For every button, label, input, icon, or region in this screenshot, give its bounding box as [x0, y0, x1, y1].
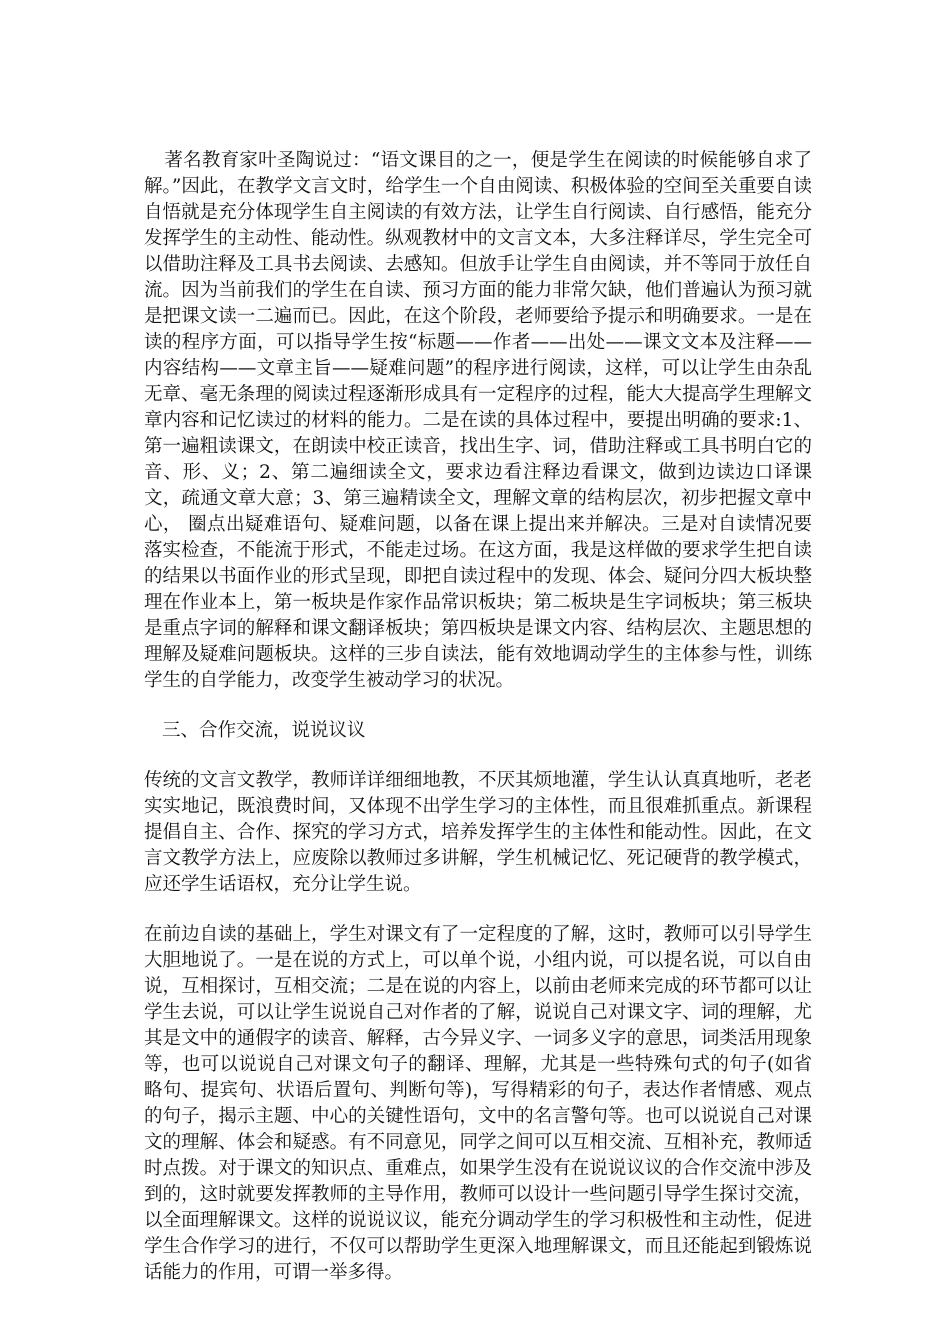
paragraph-self-reading: 著名教育家叶圣陶说过：“语文课目的之一，便是学生在阅读的时候能够自求了解。”因此，在教学文言文时，给学生一个自由阅读、积极体验的空间至关重要自读自悟就是充分体现学生自主阅读的有效方法，让学生自行阅读、自行感悟，能充分发挥学生的主动性、能动性。纵观教材中的文言文本，大多注释详尽，学生完全可以借助注释及工具书去阅读、去感知。但放手让学生自由阅读，并不等同于放任自流。因为当前我们的学生在自读、预习方面的能力非常欠缺，他们普遍认为预习就是把课文读一二遍而已。因此，在这个阶段，老师要给予提示和明确要求。一是在读的程序方面，可以指导学生按“标题——作者——出处——课文文本及注释——内容结构——文章主旨——疑难问题”的程序进行阅读，这样，可以让学生由杂乱无章、毫无条理的阅读过程逐渐形成具有一定程序的过程，能大大提高学生理解文章内容和记忆读过的材料的能力。二是在读的具体过程中，要提出明确的要求:1、第一遍粗读课文，在朗读中校正读音，找出生字、词，借助注释或工具书明白它的音、形、义；2、第二遍细读全文，要求边看注释边看课文，做到边读边口译课文，疏通文章大意；3、第三遍精读全文，理解文章的结构层次，初步把握文章中心， 圈点出疑难语句、疑难问题，以备在课上提出来并解决。三是对自读情况要落实检查，不能流于形式，不能走过场。在这方面，我是这样做的要求学生把自读的结果以书面作业的形式呈现，即把自读过程中的发现、体会、疑问分四大板块整理在作业本上，第一板块是作家作品常识板块；第二板块是生字词板块；第三板块是重点字词的解释和课文翻译板块；第四板块是课文内容、结构层次、主题思想的理解及疑难问题板块。这样的三步自读法，能有效地调动学生的主体参与性，训练学生的自学能力，改变学生被动学习的状况。 [144, 150, 812, 691]
paragraph-traditional-teaching: 传统的文言文教学，教师详详细细地教，不厌其烦地灌，学生认认真真地听，老老实实地记，既浪费时间，又体现不出学生学习的主体性，而且很难抓重点。新课程提倡自主、合作、探究的学习方式，培养发挥学生的主体性和能动性。因此，在文言文教学方法上，应废除以教师过多讲解，学生机械记忆、死记硬背的教学模式，应还学生话语权，充分让学生说。 [144, 770, 812, 895]
section-heading: 三、合作交流，说说议议 [162, 720, 366, 741]
paragraph-discussion: 在前边自读的基础上，学生对课文有了一定程度的了解，这时，教师可以引导学生大胆地说了。一是在说的方式上，可以单个说，小组内说，可以提名说，可以自由说，互相探讨，互相交流；二是在说的内容上，以前由老师来完成的环节都可以让学生去说，可以让学生说说自己对作者的了解，说说自己对课文字、词的理解，尤其是文中的通假字的读音、解释，古今异义字、一词多义字的意思，词类活用现象等，也可以说说自己对课文句子的翻译、理解，尤其是一些特殊句式的句子(如省略句、提宾句、状语后置句、判断句等)，写得精彩的句子，表达作者情感、观点的句子，揭示主题、中心的关键性语句，文中的名言警句等。也可以说说自己对课文的理解、体会和疑惑。有不同意见，同学之间可以互相交流、互相补充，教师适时点拨。对于课文的知识点、重难点，如果学生没有在说说议议的合作交流中涉及到的，这时就要发挥教师的主导作用，教师可以设计一些问题引导学生探讨交流，以全面理解课文。这样的说说议议，能充分调动学生的学习积极性和主动性，促进学生合作学习的进行，不仅可以帮助学生更深入地理解课文，而且还能起到锻炼说话能力的作用，可谓一举多得。 [144, 924, 812, 1283]
document-body [144, 148, 812, 1286]
